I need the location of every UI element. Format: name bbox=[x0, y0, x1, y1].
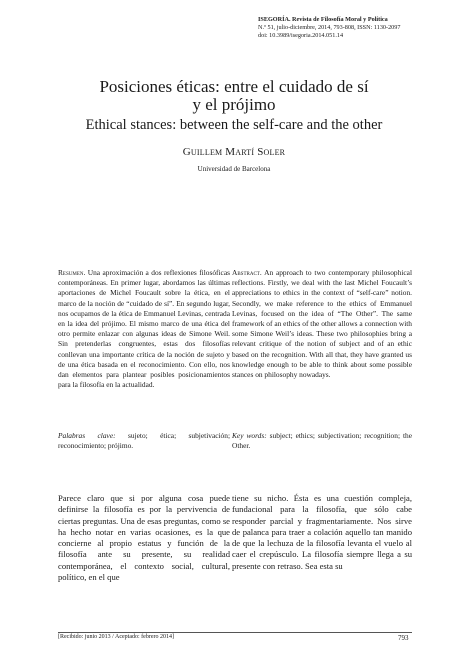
article-subtitle: Ethical stances: between the self-care and the other bbox=[85, 117, 383, 133]
author-name: Guillem Martí Soler bbox=[182, 146, 286, 158]
footer-rule bbox=[58, 632, 412, 633]
author-affiliation: Universidad de Barcelona bbox=[197, 165, 271, 173]
issue-info: N.º 51, julio-diciembre, 2014, 793-808, ISSN: 1130-2097 bbox=[258, 24, 401, 31]
article-title bbox=[0, 78, 468, 114]
body-text-right: tiene su nicho. Ésta es una cuestión compleja, fundacional para la filosofía, que sólo cabe responder parcial y fragmentariamente. Nos sirve de palanca para traer a colación aquello tan manido de que la lechuza de la filosofía levanta el vuelo al caer el crepúsculo. La filosofía siempre llega a su presente con retraso. Sea esta su bbox=[232, 493, 412, 571]
keywords-es-text: sujeto; ética; subjetivación; reconocimiento; prójimo. bbox=[58, 431, 231, 451]
keywords-en-text: subject; ethics; subjectivation; recognition; the Other. bbox=[232, 431, 412, 451]
keywords-spanish bbox=[58, 431, 230, 451]
keywords-en-label: Key words: bbox=[232, 431, 267, 440]
received-accepted-dates: [Recibido: junio 2013 / Aceptado: febrero 2014] bbox=[58, 634, 174, 640]
doi: doi: 10.3989/isegoria.2014.051.14 bbox=[258, 32, 344, 39]
abstract-es-text: Una aproximación a dos reflexiones filosóficas contemporáneas. En primer lugar, abordamos las últimas aportaciones de Michel Foucault sobre la ética, en el marco de la noción de “cuidado de sí”. En segundo lugar, nos ocupamos de la ética de Emmanuel Levinas, centrada en la idea del prójimo. El mismo marco de una ética del otro permite enlazar con algunas ideas de Simone Weil. Sin pretenderlas congruentes, estas dos filosofías conllevan una importante crítica de la noción de sujeto y de una ética basada en el reconocimiento. Con ello, nos dan elementos para plantear posibles posicionamientos para la filosofía en la actualidad. bbox=[58, 268, 230, 390]
abstract-en-text: An approach to two contemporary philosophical reflections. Firstly, we deal with the last Michel Foucault’s appreciations to ethics in the context of “self-care” notion. Secondly, we make reference to the ethics of Emmanuel Levinas, focused on the idea of “The Other”. The same framework of an ethics of the other allows a connection with some Simone Weil’s ideas. These two philosophies bring a relevant critique of the notion of subject and of an ethic based on the recognition. With all that, they have granted us knowledge enough to be able to think about some possible stances on philosophy nowadays. bbox=[232, 268, 412, 380]
title-line-2: y el prójimo bbox=[192, 95, 276, 114]
abstract-english bbox=[232, 268, 412, 380]
page-number: 793 bbox=[398, 634, 409, 642]
abstract-spanish bbox=[58, 268, 230, 390]
journal-header bbox=[258, 16, 408, 40]
keywords-english bbox=[232, 431, 412, 451]
title-line-1: Posiciones éticas: entre el cuidado de sí bbox=[99, 77, 369, 96]
journal-name: ISEGORÍA. Revista de Filosofía Moral y Política bbox=[258, 16, 388, 23]
keywords-es-label: Palabras clave: bbox=[58, 431, 116, 440]
body-text-left: Parece claro que si por alguna cosa puede definirse la filosofía es por la pervivencia de ciertas preguntas. Una de esas preguntas, como se ha hecho notar en varias ocasiones, es la que concierne al propio estatus y función de la filosofía ante su presente, su realidad contemporánea, el contexto social, cultural, político, en el que bbox=[58, 493, 230, 583]
abstract-es-label: Resumen. bbox=[58, 268, 86, 277]
abstract-en-label: Abstract. bbox=[232, 268, 262, 277]
